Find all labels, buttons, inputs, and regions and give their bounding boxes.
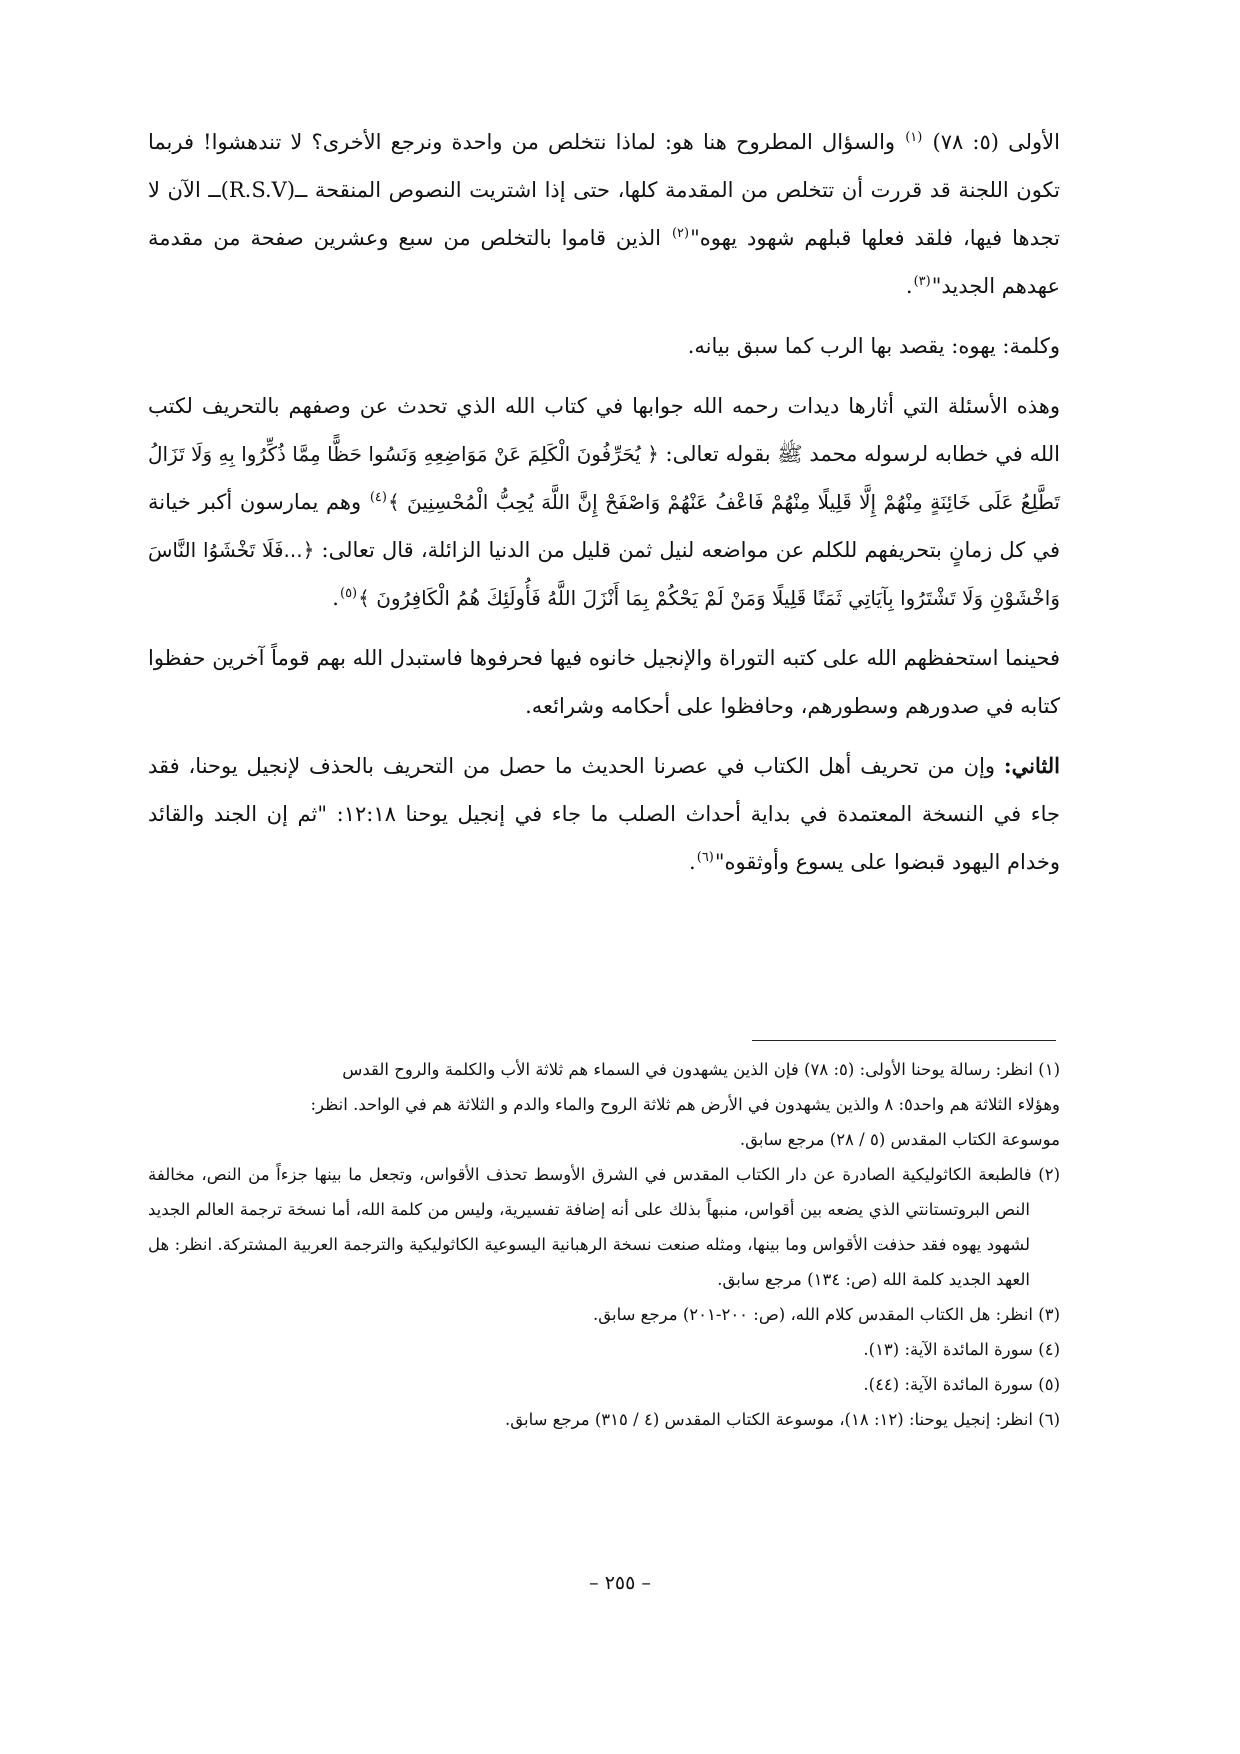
p5-period: . (689, 850, 696, 874)
p4-text: فحينما استحفظهم الله على كتبه التوراة والإنجيل خانوه فيها فحرفوها فاستبدل الله بهم قوماً آخرين حفظوا كتابه في صدورهم وسطورهم، وحافظوا على أحكامه وشرائعه. (148, 646, 1060, 718)
footnote-1-line-1: (١) انظر: رسالة يوحنا الأولى: (٥: ٧٨) فإن الذين يشهدون في السماء هم ثلاثة الأب والكلمة والروح القدس (342, 1060, 1060, 1079)
quran-quote-2: ﴿...فَلَا تَخْشَوُا النَّاسَ وَاخْشَوْنِ وَلَا تَشْتَرُوا بِآيَاتِي ثَمَنًا قَلِيلًا وَمَنْ لَمْ يَحْكُمْ بِمَا أَنْزَلَ اللَّهُ فَأُولَئِكَ هُمُ الْكَافِرُونَ ﴾ (148, 538, 1060, 610)
footnote-6: (٦) انظر: إنجيل يوحنا: (١٢: ١٨)، موسوعة الكتاب المقدس (٤ / ٣١٥) مرجع سابق. (504, 1410, 1060, 1429)
main-text (148, 118, 1060, 886)
footnote-ref-1[interactable]: (١) (905, 130, 923, 145)
footnote-ref-2[interactable]: (٢) (671, 226, 690, 241)
p1-start: الأولى (٥: ٧٨) (932, 130, 1060, 154)
paragraph-2 (148, 322, 1060, 370)
footnote-1-line-3: موسوعة الكتاب المقدس (٥ / ٢٨) مرجع سابق. (739, 1130, 1060, 1149)
footnote-2: (٢) فالطبعة الكاثوليكية الصادرة عن دار الكتاب المقدس في الشرق الأوسط تحذف الأقواس، وتجعل ما بينها جزءاً من النص، مخالفة النص البروتستانتي الذي يضعه بين أقواس، منبهاً بذلك على أنه إضافة تفسيرية، وليس من كلمة الله، أما نسخة ترجمة العالم الجديد لشهود يهوه فقد حذفت الأقواس وما بينها، ومثله صنعت نسخة الرهبانية اليسوعية الكاثوليكية والترجمة العربية المشتركة. انظر: هل العهد الجديد كلمة الله (ص: ١٣٤) مرجع سابق. (148, 1165, 1060, 1289)
footnote-4: (٤) سورة المائدة الآية: (١٣). (863, 1340, 1060, 1359)
paragraph-5 (148, 742, 1060, 886)
p5-text: وإن من تحريف أهل الكتاب في عصرنا الحديث ما حصل من التحريف بالحذف لإنجيل يوحنا، فقد جاء في النسخة المعتمدة في بداية أحداث الصلب ما جاء في إنجيل يوحنا ١٢:١٨: "ثم إن الجند والقائد وخدام اليهود قبضوا على يسوع وأوثقوه" (148, 754, 1060, 874)
footnote-3: (٣) انظر: هل الكتاب المقدس كلام الله، (ص: ٢٠٠-٢٠١) مرجع سابق. (592, 1305, 1060, 1324)
p1-period: . (905, 274, 913, 298)
page-number: – ٢٥٥ – (589, 1572, 651, 1594)
footnote-ref-3[interactable]: (٣) (913, 274, 931, 289)
p3-continuation: وهم يمارسون أكبر خيانة في كل زمانٍ بتحريفهم للكلم عن مواضعه لنيل ثمن قليل من الدنيا الزائلة، قال تعالى: (148, 490, 1060, 562)
footnote-1-line-2: وهؤلاء الثلاثة هم واحد٥: ٨ والذين يشهدون في الأرض هم ثلاثة الروح والماء والدم و الثلاثة هم في الواحد. انظر: (310, 1095, 1060, 1114)
p3-period: . (332, 586, 339, 610)
footnote-ref-6[interactable]: (٦) (696, 850, 714, 865)
footnote-divider (752, 1040, 1056, 1041)
p1-middle: والسؤال المطروح هنا هو: لماذا نتخلص من واحدة ونرجع الأخرى؟ لا تندهشوا! فربما تكون اللجنة قد قررت أن تتخلص من المقدمة كلها، حتى إذا اشتريت النصوص المنقحة ــ(R.S.V)ــ الآن لا تجدها فيها، فلقد فعلها قبلهم شهود يهوه" (148, 130, 1061, 250)
p3-intro: وهذه الأسئلة التي أثارها ديدات رحمه الله جوابها في كتاب الله الذي تحدث عن وصفهم بالتحريف لكتب الله في خطابه لرسوله محمد ﷺ بقوله تعالى: (148, 394, 1060, 466)
paragraph-4 (148, 634, 1060, 730)
quran-quote-1: ﴿ يُحَرِّفُونَ الْكَلِمَ عَنْ مَوَاضِعِهِ وَنَسُوا حَظًّا مِمَّا ذُكِّرُوا بِهِ وَلَا تَزَالُ تَطَّلِعُ عَلَى خَائِنَةٍ مِنْهُمْ إِلَّا قَلِيلًا مِنْهُمْ فَاعْفُ عَنْهُمْ وَاصْفَحْ إِنَّ اللَّهَ يُحِبُّ الْمُحْسِنِينَ ﴾ (148, 442, 1060, 514)
p2-text: وكلمة: يهوه: يقصد بها الرب كما سبق بيانه. (687, 334, 1060, 358)
paragraph-1 (148, 118, 1060, 310)
footnote-ref-4[interactable]: (٤) (369, 490, 387, 505)
paragraph-3 (148, 382, 1060, 622)
p1-end-text: الذين قاموا بالتخلص من سبع وعشرين صفحة من مقدمة عهدهم الجديد" (148, 226, 1060, 298)
section-label-second: الثاني: (1003, 753, 1060, 778)
footnotes (148, 1052, 1060, 1437)
footnote-5: (٥) سورة المائدة الآية: (٤٤). (863, 1375, 1060, 1394)
footnote-ref-5[interactable]: (٥) (339, 586, 358, 601)
